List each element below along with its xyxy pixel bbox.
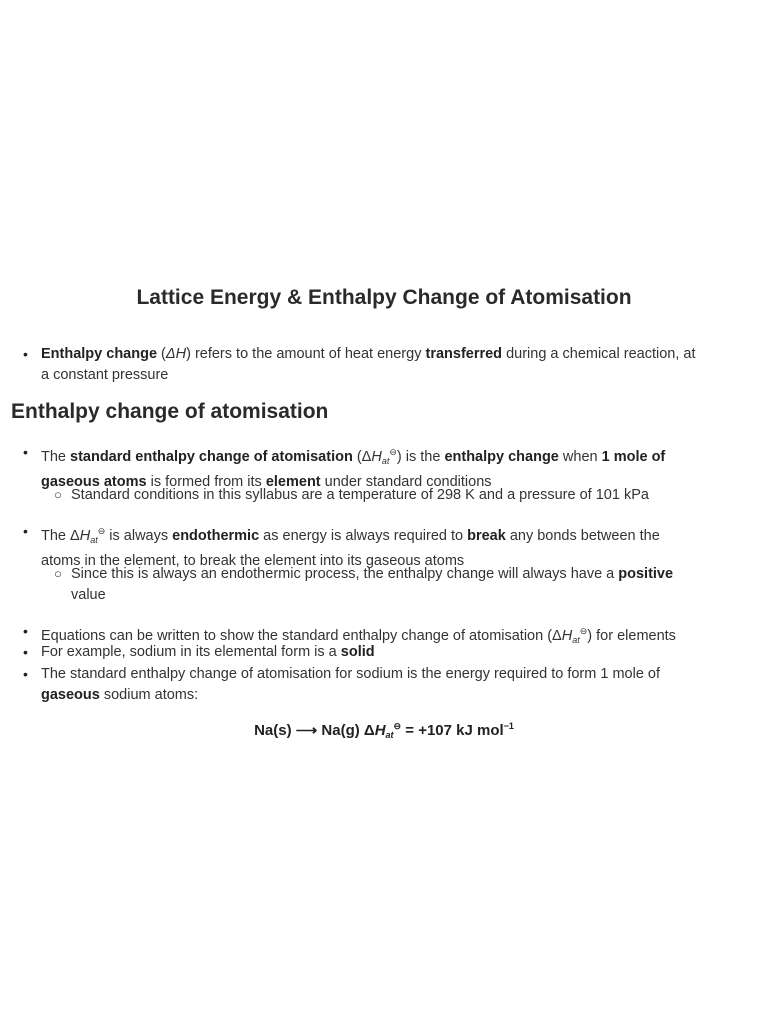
text: ) is the [396, 449, 445, 465]
text: Equations can be written to show the standard enthalpy change of atomisation (Δ [41, 628, 562, 644]
bullet-example [23, 642, 756, 663]
text: any bonds between the [505, 528, 660, 544]
bullet-dot: • [23, 623, 28, 639]
sub-bullet-circle: ○ [54, 487, 62, 502]
text: For example, sodium in its elemental form is a [41, 644, 341, 660]
term-endothermic: endothermic [172, 528, 260, 544]
text: a constant pressure [41, 367, 169, 383]
standard-state-symbol: ⊖ [579, 626, 588, 636]
text: value [71, 587, 106, 603]
subscript-at: at [385, 730, 394, 740]
term-break: break [467, 528, 506, 544]
sub-bullet-circle: ○ [54, 566, 62, 581]
subscript-at: at [381, 456, 390, 466]
text: ) for elements [587, 628, 676, 644]
bullet-dot: • [23, 666, 28, 682]
sodium-atomisation-equation [0, 721, 768, 740]
bullet-dot: • [23, 444, 28, 460]
subscript-at: at [572, 635, 580, 645]
equation-rhs: = +107 kJ mol [401, 722, 504, 739]
term-enthalpy-change: Enthalpy change [41, 346, 158, 362]
text: under standard conditions [320, 474, 492, 490]
term-one-mole: 1 mole of [601, 449, 666, 465]
sub-bullet-positive [54, 564, 761, 606]
text: during a chemical reaction, at [502, 346, 696, 362]
section-heading: Enthalpy change of atomisation [11, 400, 329, 423]
text: when [558, 449, 602, 465]
term-solid: solid [340, 644, 375, 660]
text: (Δ [352, 449, 372, 465]
bullet-dot: • [23, 346, 28, 362]
standard-state-symbol: ⊖ [389, 447, 397, 457]
symbol-h: H [374, 722, 386, 739]
unit-exponent: −1 [503, 721, 514, 731]
text: ) refers to the amount of heat energy [186, 346, 426, 362]
symbol-h: H [371, 449, 382, 465]
text: as energy is always required to [259, 528, 468, 544]
text: Standard conditions in this syllabus are a temperature of 298 K and a pressure of 101 kPa [71, 487, 649, 503]
standard-state-symbol: ⊖ [393, 721, 402, 731]
text: is always [105, 528, 173, 544]
bullet-dot: • [23, 523, 28, 539]
term-standard-enthalpy-atomisation: standard enthalpy change of atomisation [70, 449, 353, 465]
symbol-h: H [561, 628, 573, 644]
term-positive: positive [618, 566, 674, 582]
equation-lhs: Na(s) ⟶ Na(g) Δ [254, 722, 375, 739]
text: The standard enthalpy change of atomisation for sodium is the energy required to form 1 mole of [41, 666, 661, 682]
text: Since this is always an endothermic process, the enthalpy change will always have a [71, 566, 619, 582]
text: atoms in the element, to break the element into its gaseous atoms [41, 553, 465, 569]
intro-bullet [23, 344, 756, 386]
standard-state-symbol: ⊖ [97, 526, 106, 536]
symbol-delta-h: ΔH [165, 346, 187, 362]
bullet-sodium [23, 664, 756, 706]
symbol-h: H [79, 528, 91, 544]
text: The [41, 449, 71, 465]
page-title: Lattice Energy & Enthalpy Change of Atomisation [136, 286, 632, 309]
term-enthalpy-change: enthalpy change [444, 449, 559, 465]
term-gaseous-atoms: gaseous atoms [41, 474, 147, 490]
term-element: element [265, 474, 321, 490]
sub-bullet-conditions [54, 485, 761, 506]
text: sodium atoms: [99, 687, 199, 703]
term-transferred: transferred [425, 346, 503, 362]
text: ( [157, 346, 166, 362]
bullet-dot: • [23, 644, 28, 660]
term-gaseous: gaseous [41, 687, 100, 703]
text: is formed from its [146, 474, 266, 490]
text: The Δ [41, 528, 80, 544]
subscript-at: at [90, 535, 98, 545]
